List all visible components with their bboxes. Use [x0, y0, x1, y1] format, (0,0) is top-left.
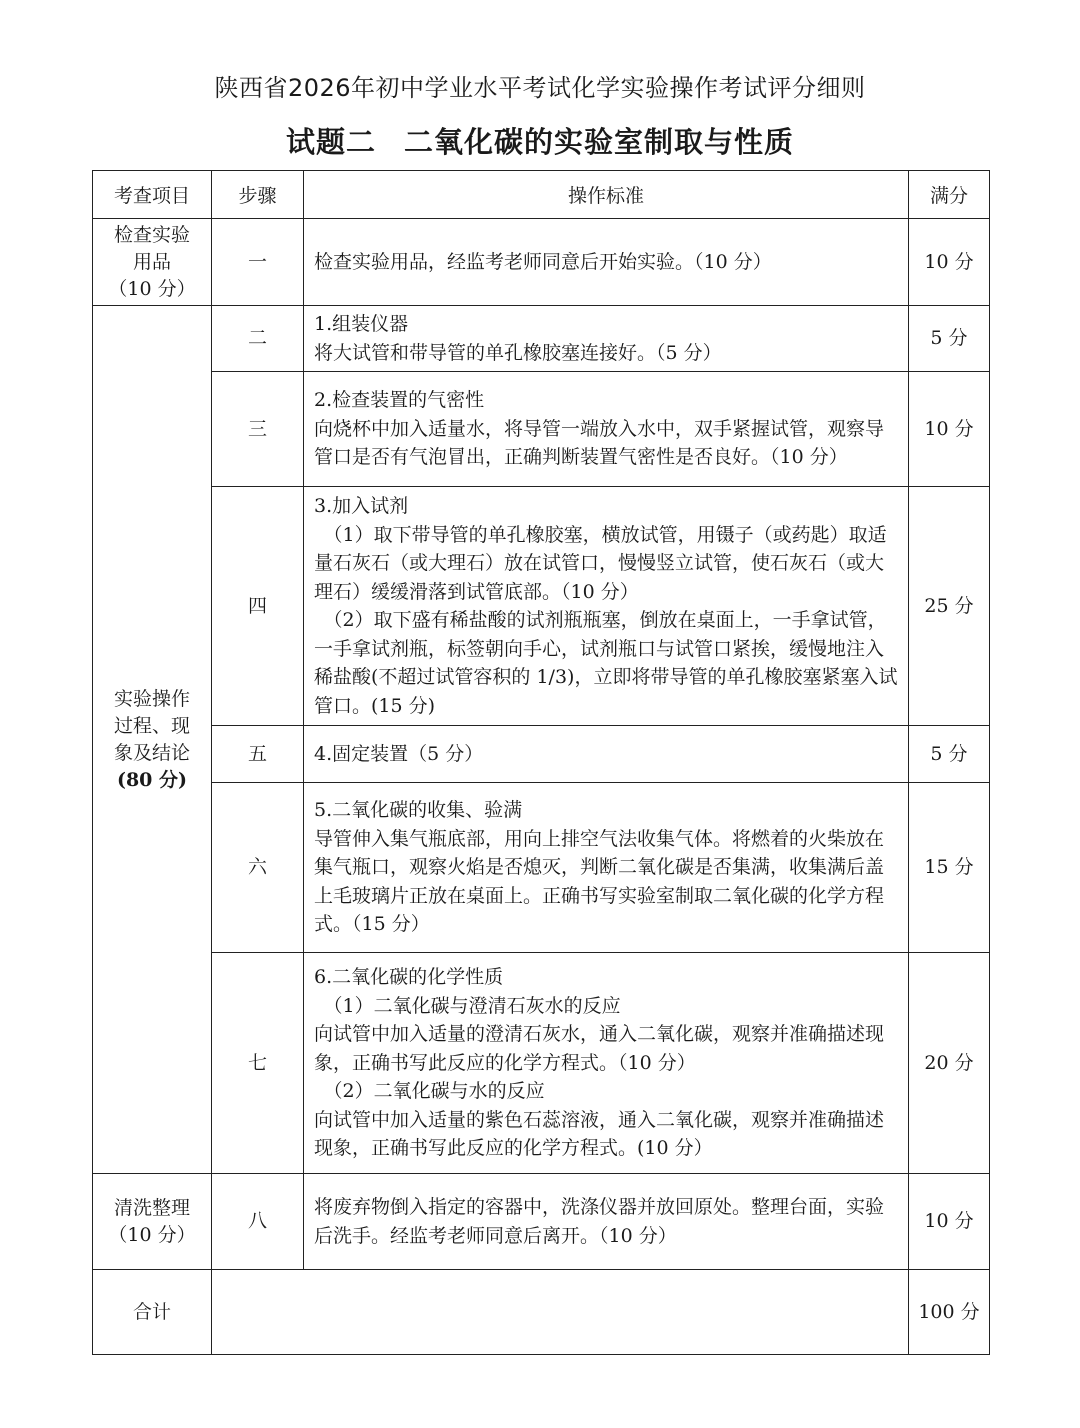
step-cell: 六 — [212, 783, 304, 953]
step-cell: 三 — [212, 372, 304, 487]
total-label: 合计 — [93, 1270, 212, 1355]
score-cell: 15 分 — [909, 783, 990, 953]
group-label-line: 过程、现 — [113, 714, 190, 737]
standard-text: （2）二氧化碳与水的反应 — [323, 1080, 545, 1103]
standard-cell — [304, 306, 909, 372]
group-label-line: 检查实验 — [113, 223, 190, 246]
standard-text: 2.检查装置的气密性 — [314, 389, 485, 412]
table-row — [93, 726, 990, 783]
standard-cell — [304, 953, 909, 1174]
standard-cell — [304, 783, 909, 953]
standard-cell — [304, 219, 909, 306]
score-cell: 5 分 — [909, 726, 990, 783]
standard-text: 检查实验用品，经监考老师同意后开始实验。（10 分） — [314, 250, 772, 273]
standard-text: 1.组装仪器 — [314, 313, 409, 335]
standard-text: 5.二氧化碳的收集、验满 — [314, 799, 523, 822]
standard-text: 将废弃物倒入指定的容器中，洗涤仪器并放回原处。整理台面，实验后洗手。经监考老师同意后离开。（10 分） — [314, 1196, 885, 1247]
scoring-table — [92, 170, 990, 1355]
document-title: 陕西省2026年初中学业水平考试化学实验操作考试评分细则 — [214, 74, 866, 102]
header-item: 考查项目 — [93, 171, 212, 219]
header-standard: 操作标准 — [304, 171, 909, 219]
standard-text: 3.加入试剂 — [314, 495, 409, 517]
standard-cell — [304, 1174, 909, 1270]
group-label-operation — [93, 306, 212, 1174]
table-row — [93, 219, 990, 306]
header-step: 步骤 — [212, 171, 304, 219]
score-cell: 10 分 — [909, 1174, 990, 1270]
group-label-line: （10 分） — [108, 1223, 196, 1246]
standard-text: 6.二氧化碳的化学性质 — [314, 966, 504, 989]
group-label-cleanup — [93, 1174, 212, 1270]
standard-cell — [304, 726, 909, 783]
group-label-line: （10 分） — [108, 277, 196, 300]
header-score: 满分 — [909, 171, 990, 219]
step-cell: 七 — [212, 953, 304, 1174]
standard-text: 向试管中加入适量的澄清石灰水，通入二氧化碳，观察并准确描述现象，正确书写此反应的化学方程式。（10 分） — [314, 1023, 885, 1074]
standard-text: 向试管中加入适量的紫色石蕊溶液，通入二氧化碳，观察并准确描述现象，正确书写此反应的化学方程式。(10 分） — [314, 1108, 885, 1160]
header-row — [93, 171, 990, 219]
table-row — [93, 1174, 990, 1270]
standard-cell — [304, 487, 909, 726]
total-row — [93, 1270, 990, 1355]
table-row — [93, 953, 990, 1174]
standard-text: （1）二氧化碳与澄清石灰水的反应 — [323, 994, 621, 1017]
standard-text: 导管伸入集气瓶底部，用向上排空气法收集气体。将燃着的火柴放在集气瓶口，观察火焰是否熄灭，判断二氧化碳是否集满，收集满后盖上毛玻璃片正放在桌面上。正确书写实验室制取二氧化碳的化学方程式。（15 分） — [314, 827, 885, 936]
exam-subtitle — [0, 120, 1080, 161]
step-cell: 八 — [212, 1174, 304, 1270]
group-label-line: 清洗整理 — [113, 1196, 190, 1219]
score-cell: 5 分 — [909, 306, 990, 372]
step-cell: 一 — [212, 219, 304, 306]
step-cell: 二 — [212, 306, 304, 372]
total-score: 100 分 — [909, 1270, 990, 1355]
standard-text: 4.固定装置（5 分） — [314, 742, 484, 765]
group-label-line: 用品 — [132, 250, 171, 273]
table-row — [93, 372, 990, 487]
table-row — [93, 783, 990, 953]
group-label-line: (80 分) — [116, 768, 188, 791]
step-cell: 五 — [212, 726, 304, 783]
score-cell: 25 分 — [909, 487, 990, 726]
standard-cell — [304, 372, 909, 487]
group-label-line: 实验操作 — [113, 687, 190, 710]
table-row — [93, 487, 990, 726]
score-cell: 10 分 — [909, 372, 990, 487]
table-row — [93, 306, 990, 372]
standard-text: （1）取下带导管的单孔橡胶塞，横放试管，用镊子（或药匙）取适量石灰石（或大理石）放在试管口，慢慢竖立试管，使石灰石（或大理石）缓缓滑落到试管底部。（10 分） — [314, 523, 887, 603]
subtitle-name: 二氧化碳的实验室制取与性质 — [404, 125, 795, 159]
total-empty-cell — [212, 1270, 909, 1355]
subtitle-code: 试题二 — [285, 125, 376, 159]
standard-text: （2）取下盛有稀盐酸的试剂瓶瓶塞，倒放在桌面上，一手拿试管，一手拿试剂瓶，标签朝向手心，试剂瓶口与试管口紧挨，缓慢地注入稀盐酸(不超过试管容积的 1/3)，立即将带导管的单孔橡胶塞紧塞入试管口。(15 分) — [314, 609, 898, 717]
step-cell: 四 — [212, 487, 304, 726]
group-label-line: 象及结论 — [113, 741, 190, 764]
score-cell: 10 分 — [909, 219, 990, 306]
group-label-check — [93, 219, 212, 306]
standard-text: 向烧杯中加入适量水，将导管一端放入水中，双手紧握试管，观察导管口是否有气泡冒出，正确判断装置气密性是否良好。（10 分） — [314, 417, 885, 469]
standard-text: 将大试管和带导管的单孔橡胶塞连接好。（5 分） — [314, 341, 722, 364]
score-cell: 20 分 — [909, 953, 990, 1174]
